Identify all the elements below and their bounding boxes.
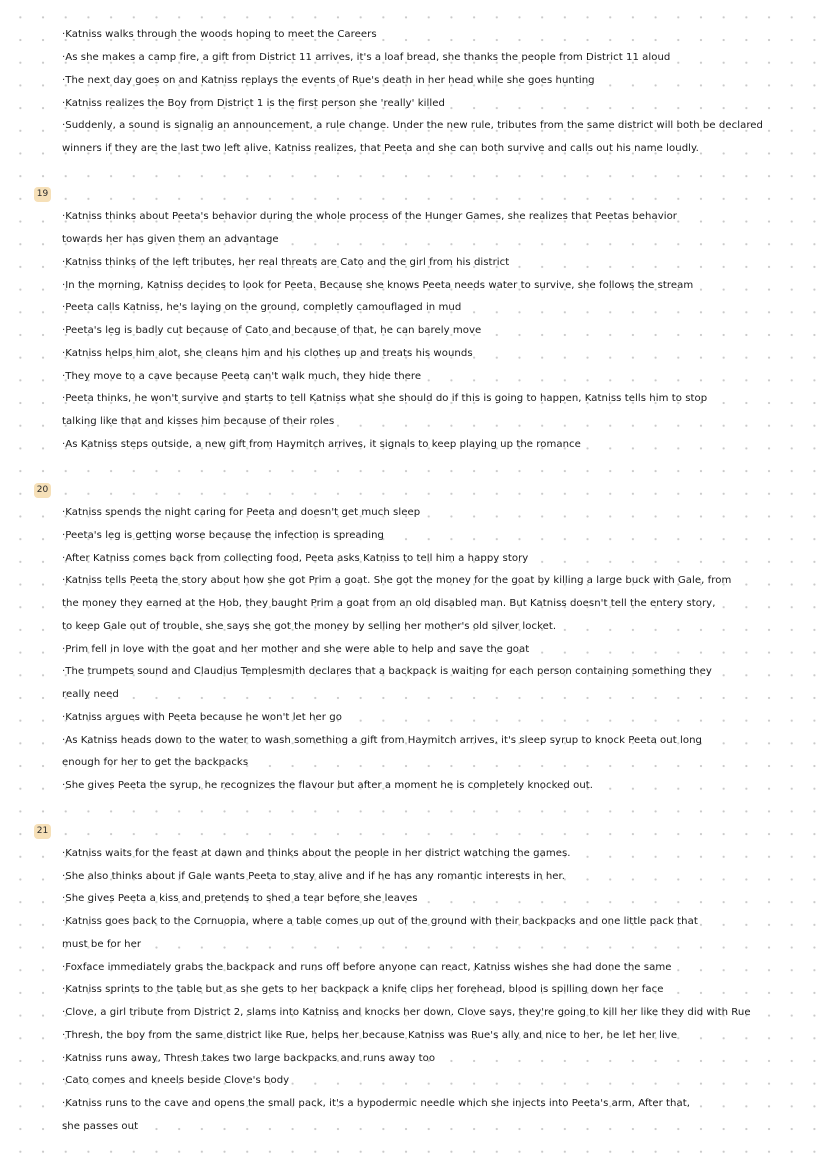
- note-line: ·As she makes a camp fire, a gift from District 11 arrives, it's a loaf bread, she thanks the people from District 11 aloud: [62, 52, 671, 63]
- chapter-number-badge: 21: [34, 824, 51, 839]
- note-line: ·Katniss goes back to the Cornuopia, where a table comes up out of the ground with their backpacks and one little pack that: [62, 916, 698, 927]
- note-line: ·Katniss thinks of the left tributes, her real threats are Cato and the girl from his district: [62, 257, 510, 268]
- note-line: ·Foxface immediately grabs the backpack and runs off before anyone can react, Katniss wishes she had done the same: [62, 962, 672, 973]
- note-line: ·Peeta calls Katniss, he's laying on the ground, completly camouflaged in mud: [62, 302, 462, 313]
- note-line: ·Katniss sprints to the table but as she gets to her backpack a knife clips her forehead, blood is spilling down her face: [62, 984, 664, 995]
- note-line: ·The next day goes on and Katniss replays the events of Rue's death in her head while she goes hunting: [62, 75, 595, 86]
- note-line: ·Katniss waits for the feast at dawn and thinks about the people in her district watching the games.: [62, 848, 571, 859]
- note-line: ·Katniss realizes the Boy from District 1 is the first person she 'really' killed: [62, 98, 445, 109]
- note-line: ·In the morning, Katniss decides to look for Peeta. Because she knows Peeta needs water to survive, she follows the stream: [62, 280, 694, 291]
- note-line: ·They move to a cave because Peeta can't walk much, they hide there: [62, 371, 422, 382]
- note-line: the money they earned at the Hob, they baught Prim a goat from an old disabled man. But Katniss doesn't tell the entery story,: [62, 598, 716, 609]
- note-line: ·Katniss helps him alot, she cleans him and his clothes up and treats his wounds: [62, 348, 473, 359]
- note-line: ·Katniss argues with Peeta because he won't let her go: [62, 712, 342, 723]
- note-line: ·She also thinks about if Gale wants Peeta to stay alive and if he has any romantic interests in her.: [62, 871, 566, 882]
- note-line: ·Cato comes and kneels beside Clove's body: [62, 1075, 290, 1086]
- note-line: ·She gives Peeta a kiss and pretends to shed a tear before she leaves: [62, 893, 418, 904]
- note-line: she passes out: [62, 1121, 139, 1132]
- note-line: ·Suddenly, a sound is signalig an announcement, a rule change. Under the new rule, tributes from the same district will both be declared: [62, 120, 764, 131]
- note-line: ·Prim fell in love with the goat and her mother and she were able to help and save the goat: [62, 644, 530, 655]
- note-line: ·She gives Peeta the syrup, he recognizes the flavour but after a moment he is completely knocked out.: [62, 780, 594, 791]
- note-line: winners if they are the last two left alive. Katniss realizes, that Peeta and she can both survive and calls out his name loudly.: [62, 143, 699, 154]
- note-line: ·Katniss tells Peeta the story about how she got Prim a goat. She got the money for the goat by killing a large buck with Gale, from: [62, 575, 732, 586]
- note-line: ·As Katniss heads down to the water to wash something a gift from Haymitch arrives, it's sleep syrup to knock Peeta out long: [62, 735, 702, 746]
- note-line: really need: [62, 689, 119, 700]
- note-line: enough for her to get the backpacks: [62, 757, 249, 768]
- note-line: ·The trumpets sound and Claudius Templesmith declares that a backpack is waiting for each person containing something they: [62, 666, 712, 677]
- note-line: ·Katniss spends the night caring for Peeta and doesn't get much sleep: [62, 507, 421, 518]
- chapter-number-badge: 20: [34, 483, 51, 498]
- chapter-number-badge: 19: [34, 187, 51, 202]
- note-line: must be for her: [62, 939, 142, 950]
- note-line: ·Katniss walks through the woods hoping to meet the Careers: [62, 29, 377, 40]
- note-line: ·As Katniss steps outside, a new gift from Haymitch arrives, it signals to keep playing up the romance: [62, 439, 581, 450]
- note-line: ·Clove, a girl tribute from District 2, slams into Katniss and knocks her down. Clove says, they're going to kill her like they did with Rue: [62, 1007, 751, 1018]
- note-line: ·Katniss runs away, Thresh takes two large backpacks and runs away too: [62, 1053, 436, 1064]
- note-line: to keep Gale out of trouble, she says she got the money by selling her mother's old silver locket.: [62, 621, 557, 632]
- note-line: ·Peeta's leg is badly cut because of Cato and because of that, he can barely move: [62, 325, 482, 336]
- note-line: ·Peeta's leg is getting worse because the infection is spreading: [62, 530, 384, 541]
- note-line: ·Katniss thinks about Peeta's behavior during the whole process of the Hunger Games, she realizes that Peetas behavior: [62, 211, 678, 222]
- note-line: ·After Katniss comes back from collecting food, Peeta asks Katniss to tell him a happy story: [62, 553, 529, 564]
- note-line: towards her has given them an advantage: [62, 234, 279, 245]
- note-line: talking like that and kisses him because of their roles: [62, 416, 335, 427]
- note-line: ·Katniss runs to the cave and opens the small pack, it's a hypodermic needle which she injects into Peeta's arm. After that,: [62, 1098, 690, 1109]
- note-line: ·Peeta thinks, he won't survive and starts to tell Katniss what she should do if this is going to happen, Katniss tells him to stop: [62, 393, 708, 404]
- note-line: ·Thresh, the boy from the same district like Rue, helps her because Katniss was Rue's ally and nice to her, he let her live: [62, 1030, 678, 1041]
